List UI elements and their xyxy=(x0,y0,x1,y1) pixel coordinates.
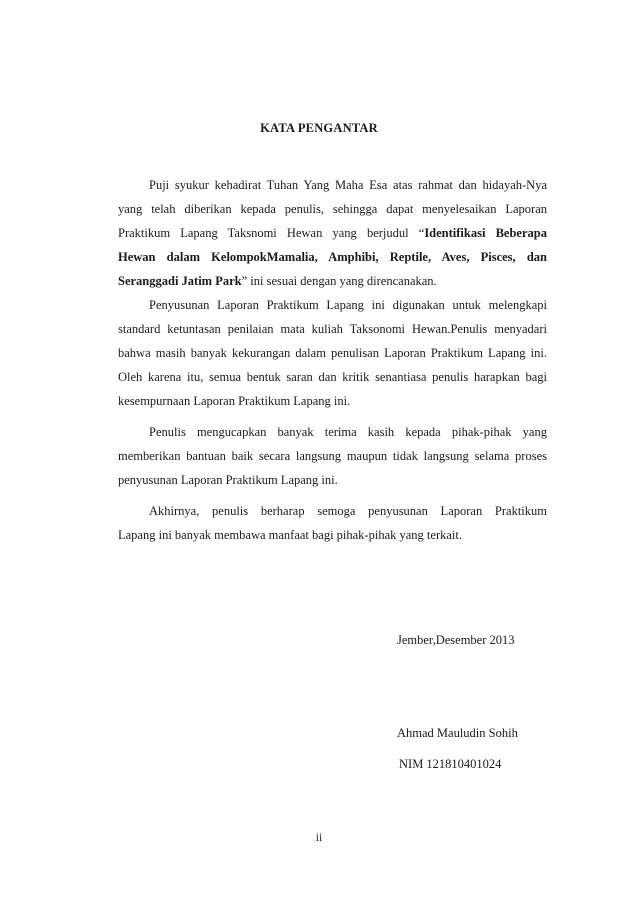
paragraph-1-line-2: yang telah diberikan kepada penulis, sehingga dapat menyelesaikan Laporan xyxy=(118,202,547,216)
page-number: ii xyxy=(315,832,323,844)
paragraph-1-line-3-bold: Identifikasi Beberapa xyxy=(424,226,547,240)
paragraph-1-line-1: Puji syukur kehadirat Tuhan Yang Maha Esa atas rahmat dan hidayah-Nya xyxy=(149,178,547,192)
paragraph-1-line-3 xyxy=(118,225,547,241)
paragraph-1-line-5-suffix: ” ini sesuai dengan yang direncanakan. xyxy=(241,274,437,288)
paragraph-1-line-3-prefix: Praktikum Lapang Taksnomi Hewan yang berjudul “ xyxy=(118,226,425,240)
signature-nim: NIM 121810401024 xyxy=(399,757,502,771)
paragraph-3-line-2: memberikan bantuan baik secara langsung maupun tidak langsung selama proses xyxy=(118,449,547,463)
paragraph-3-line-3: penyusunan Laporan Praktikum Lapang ini. xyxy=(118,473,338,487)
paragraph-2-line-2: standard ketuntasan penilaian mata kuliah Taksonomi Hewan.Penulis menyadari xyxy=(118,322,547,336)
paragraph-2-line-4: Oleh karena itu, semua bentuk saran dan kritik senantiasa penulis harapkan bagi xyxy=(118,370,547,384)
paragraph-4-line-2: Lapang ini banyak membawa manfaat bagi pihak-pihak yang terkait. xyxy=(118,528,462,542)
paragraph-2-line-3: bahwa masih banyak kekurangan dalam penulisan Laporan Praktikum Lapang ini. xyxy=(118,346,547,360)
paragraph-1-line-4 xyxy=(118,249,547,265)
paragraph-4-line-1: Akhirnya, penulis berharap semoga penyusunan Laporan Praktikum xyxy=(149,504,547,518)
paragraph-1-line-5-bold: Seranggadi Jatim Park xyxy=(118,274,242,288)
paragraph-3-line-1: Penulis mengucapkan banyak terima kasih kepada pihak-pihak yang xyxy=(149,425,547,439)
paragraph-2-line-5: kesempurnaan Laporan Praktikum Lapang ini. xyxy=(118,394,351,408)
signature-name: Ahmad Mauludin Sohih xyxy=(397,726,518,740)
page-title: KATA PENGANTAR xyxy=(260,121,378,135)
signature-place-date: Jember,Desember 2013 xyxy=(397,633,515,647)
paragraph-2-line-1: Penyusunan Laporan Praktikum Lapang ini digunakan untuk melengkapi xyxy=(149,298,547,312)
paragraph-1-line-4-bold: Hewan dalam KelompokMamalia, Amphibi, Reptile, Aves, Pisces, dan xyxy=(118,250,547,264)
paragraph-1-line-5 xyxy=(118,273,547,289)
